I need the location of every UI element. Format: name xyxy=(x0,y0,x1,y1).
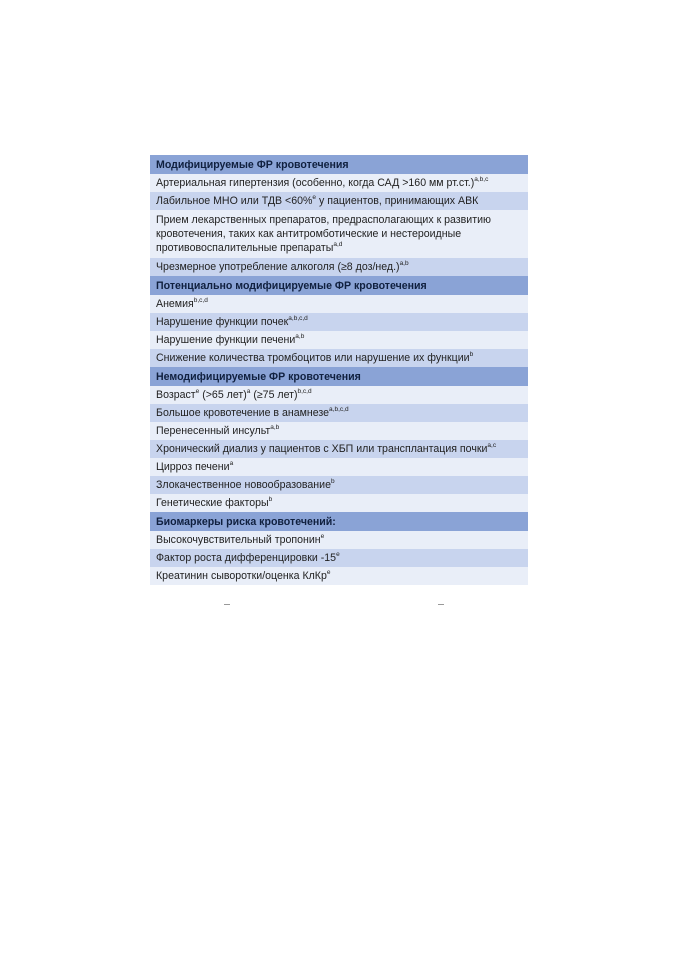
row-text: Артериальная гипертензия (особенно, когда САД >160 мм рт.ст.) xyxy=(156,177,475,189)
row-text: Большое кровотечение в анамнезе xyxy=(156,407,330,419)
table-row xyxy=(150,458,528,476)
row-text: Генетические факторы xyxy=(156,497,269,509)
text-fragment xyxy=(224,604,230,608)
row-text: Креатинин сыворотки/оценка КлКр xyxy=(156,570,327,582)
row-footnote: a xyxy=(246,388,251,395)
row-text: Нарушение функции почек xyxy=(156,316,289,328)
row-text: Фактор роста дифференцировки -15 xyxy=(156,552,337,564)
row-text: Прием лекарственных препаратов, предрасполагающих к развитию кровотечения, таких как антитромботические и нестероидные противовоспалительные препараты xyxy=(156,214,491,254)
row-footnote: e xyxy=(195,388,200,395)
row-text: Хронический диализ у пациентов с ХБП или трансплантация почки xyxy=(156,443,488,455)
table-row xyxy=(150,494,528,512)
row-footnote: a,c xyxy=(487,442,497,449)
text-fragment xyxy=(438,604,444,608)
section-header-non-modifiable xyxy=(150,367,528,386)
row-text: Перенесенный инсульт xyxy=(156,425,271,437)
row-text-tail: (>65 лет) xyxy=(199,389,247,401)
table-row xyxy=(150,174,528,192)
section-title: Потенциально модифицируемые ФР кровотечения xyxy=(156,279,427,292)
section-title: Биомаркеры риска кровотечений: xyxy=(156,515,336,528)
row-footnote: a,b xyxy=(270,424,280,431)
row-footnote: a,b xyxy=(399,260,409,267)
bleeding-risk-factors-table xyxy=(150,155,528,585)
row-footnote: e xyxy=(326,569,331,576)
row-footnote: a,b,c xyxy=(474,176,489,183)
row-text: Снижение количества тромбоцитов или нарушение их функции xyxy=(156,352,470,364)
row-text: Анемия xyxy=(156,298,194,310)
row-text: Цирроз печени xyxy=(156,461,230,473)
table-row xyxy=(150,331,528,349)
table-row xyxy=(150,422,528,440)
section-header-biomarkers xyxy=(150,512,528,531)
row-footnote: b xyxy=(268,496,273,503)
row-text: Лабильное МНО или ТДВ <60% xyxy=(156,195,313,207)
section-header-potentially-modifiable xyxy=(150,276,528,295)
row-footnote: a,b,c,d xyxy=(329,406,349,413)
table-row xyxy=(150,210,528,258)
table-row xyxy=(150,258,528,276)
row-footnote: e xyxy=(336,551,340,558)
table-row xyxy=(150,567,528,585)
row-footnote: a xyxy=(229,460,234,467)
table-row xyxy=(150,386,528,404)
table-row xyxy=(150,313,528,331)
row-footnote: e xyxy=(312,194,317,201)
row-footnote: e xyxy=(320,533,325,540)
row-text: Злокачественное новообразование xyxy=(156,479,331,491)
table-row xyxy=(150,404,528,422)
table-row xyxy=(150,192,528,210)
table-row xyxy=(150,295,528,313)
section-title: Модифицируемые ФР кровотечения xyxy=(156,158,349,171)
row-text: Нарушение функции печени xyxy=(156,334,296,346)
row-text-tail: у пациентов, принимающих АВК xyxy=(316,195,479,207)
section-header-modifiable xyxy=(150,155,528,174)
row-text-tail: (≥75 лет) xyxy=(250,389,298,401)
row-footnote: b,c,d xyxy=(193,297,208,304)
table-row xyxy=(150,531,528,549)
table-row xyxy=(150,549,528,567)
row-text: Высокочувствительный тропонин xyxy=(156,534,321,546)
row-footnote: a,b xyxy=(295,333,305,340)
table-row xyxy=(150,349,528,367)
table-row xyxy=(150,476,528,494)
row-footnote: a,b,c,d xyxy=(288,315,308,322)
row-footnote: b xyxy=(330,478,335,485)
row-text: Чрезмерное употребление алкоголя (≥8 доз/нед.) xyxy=(156,261,400,273)
section-title: Немодифицируемые ФР кровотечения xyxy=(156,370,361,383)
table-row xyxy=(150,440,528,458)
row-footnote: b xyxy=(469,351,474,358)
row-footnote: a,d xyxy=(333,241,343,248)
row-text: Возраст xyxy=(156,389,196,401)
row-footnote: b,c,d xyxy=(297,388,312,395)
cropped-text-remnant xyxy=(150,596,528,608)
